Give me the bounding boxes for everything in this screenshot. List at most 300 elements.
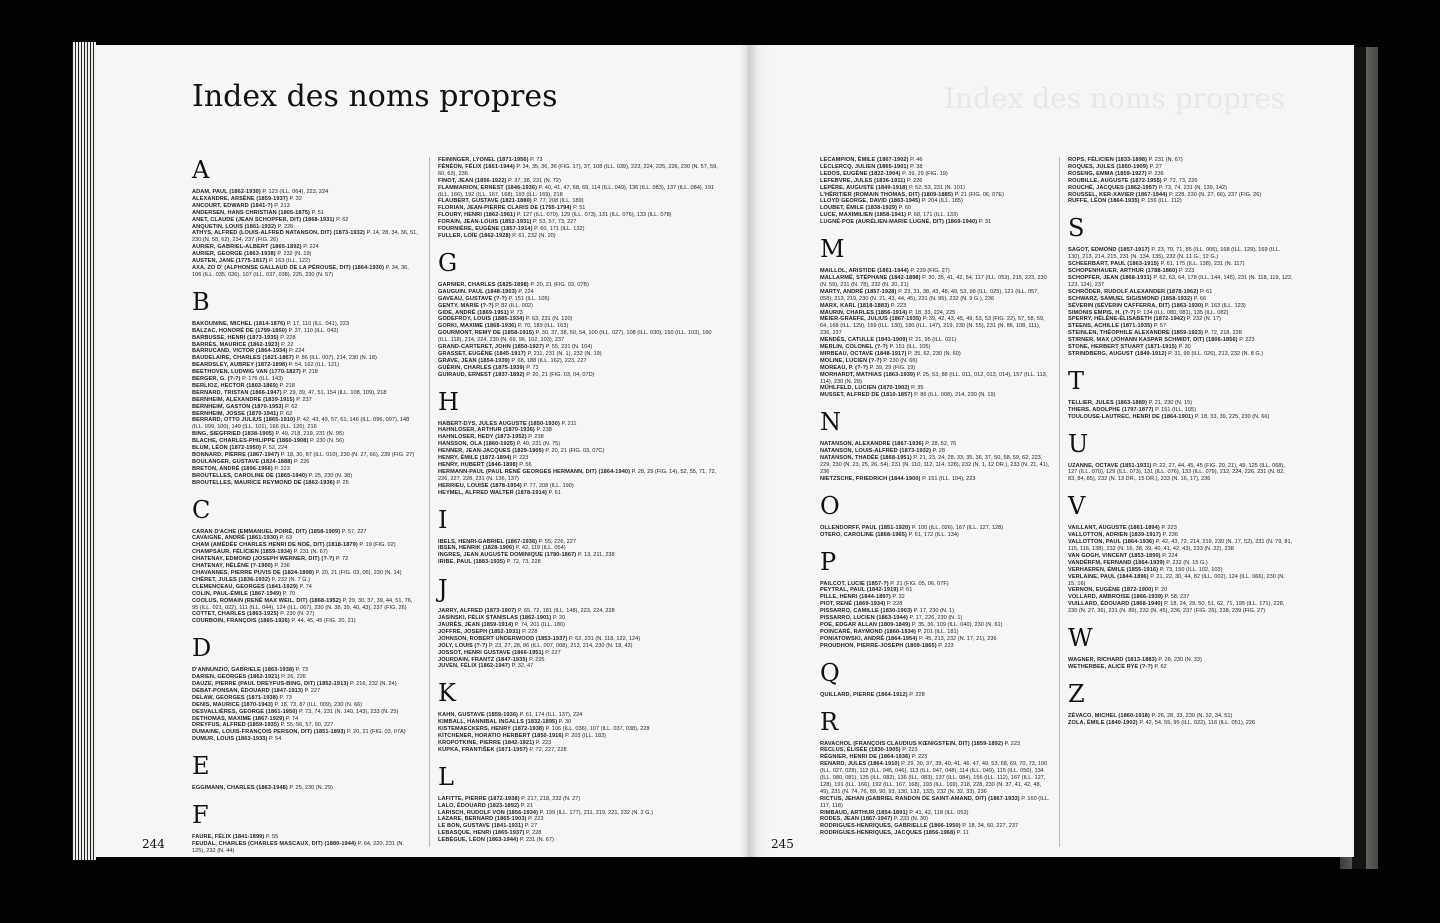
entry-name: SCHWARZ, SAMUEL SIGISMOND (1858-1932) xyxy=(1068,295,1193,302)
entry-name: OLLENDORFF, PAUL (1851-1920) xyxy=(820,524,911,531)
index-entry xyxy=(1068,351,1294,358)
entry-name: MIRBEAU, OCTAVE (1848-1917) xyxy=(820,350,907,357)
show-through-title: Index des noms propres xyxy=(944,82,1286,115)
entry-page-references: P. 17, 226, 230 (N. 1) xyxy=(909,615,963,622)
entry-page-references: P. 30, 37, 38, 50, 54, 100 (ILL. 027), 108 (ILL. 030), 150 (ILL. 103), 160 (ILL. 118), 214, 224, 230 (N. 69, 96, 102, 103), 237 xyxy=(438,330,712,344)
entry-name: DENIS, MAURICE (1870-1943) xyxy=(192,701,273,708)
entry-name: HAHNLOSER, HEDY (1873-1952) xyxy=(438,434,527,441)
entry-page-references: P. 31 xyxy=(978,219,992,226)
index-entry xyxy=(438,310,718,317)
index-entry xyxy=(1068,567,1294,574)
index-entry xyxy=(1068,275,1294,289)
entry-name: RODES, JEAN (1867-1947) xyxy=(820,816,893,823)
index-entry xyxy=(192,674,418,681)
entry-name: STRINDBERG, AUGUST (1849-1912) xyxy=(1068,350,1167,357)
entry-name: ANCOURT, EDWARD (1841-?) xyxy=(192,202,273,209)
index-entry xyxy=(1068,525,1294,532)
entry-page-references: P. 230 (N. 27) xyxy=(280,611,315,618)
index-entry xyxy=(820,310,1052,317)
entry-page-references: P. 236 xyxy=(274,563,290,570)
entry-name: LECAMPION, ÉMILE (1867-1902) xyxy=(820,157,909,163)
entry-name: LARISCH, RUDOLF VON (1856-1934) xyxy=(438,809,539,816)
entry-page-references: P. 42, 119 (ILL. 054) xyxy=(515,545,566,552)
entry-name: LLOYD GEORGE, DAVID (1863-1945) xyxy=(820,198,921,205)
entry-page-references: P. 204 (ILL. 185) xyxy=(921,198,963,205)
entry-name: HENRY, HUBERT (1846-1898) xyxy=(438,462,518,468)
entry-name: GOURMONT, REMY DE (1858-1915) xyxy=(438,330,535,337)
entry-name: MENDÈS, CATULLE (1841-1909) xyxy=(820,337,908,344)
entry-name: GODEFROY, LOUIS (1885-1934) xyxy=(438,316,525,323)
index-entry xyxy=(438,490,718,497)
section-letter: R xyxy=(820,707,839,736)
entry-page-references: P. 236 xyxy=(1162,532,1178,539)
entry-page-references: P. 18, 30, 87 (ILL. 010), 230 (N. 27, 66), 239 (FIG. 27) xyxy=(280,452,415,458)
index-entry xyxy=(820,636,1052,643)
entry-name: VERHAEREN, ÉMILE (1855-1916) xyxy=(1068,566,1159,573)
entry-name: LEPÈRE, AUGUSTE (1849-1918) xyxy=(820,184,908,191)
entry-page-references: P. 13, 211, 238 xyxy=(577,552,615,559)
index-entry xyxy=(438,282,718,289)
index-entry xyxy=(438,837,718,844)
index-entry xyxy=(438,823,718,830)
page-number-left: 244 xyxy=(142,837,165,851)
entry-page-references: P. 232 (N. 19) xyxy=(277,251,312,258)
index-entry xyxy=(438,650,718,657)
entry-page-references: P. 29, 30, 37, 39, 40, 41, 46, 47, 49, 53, 68, 69, 70, 73, 100 (ILL. 027, 028), 112 (ILL. 045, 046), 113 (ILL. 047, 048), 114 (ILL. 049), 115 (ILL. 050), 134 (ILL. 080, 081), 135 (ILL. 082), 136 (ILL. 083), 137 (ILL. 084), 156 (ILL. 112), 167 (ILL. 127, 128), 191 (ILL. 166), 192 (ILL. 167, 168), 193 (ILL. 169), 218, 228, 230 (N. 37, 41, 42, 48, 49), 231 (N. 74, 76, 89, 90, 93, 130, 132, 133), 232 (N. 32, 33), 236 xyxy=(820,761,1048,795)
entry-name: DUMUR, LOUIS (1863-1933) xyxy=(192,736,268,743)
entry-page-references: P. 30, 35, 41, 42, 54, 117 (ILL. 052), 215, 223, 230 (N. 59), 231 (N. 78), 232 (N. 20, 21) xyxy=(820,274,1047,288)
entry-page-references: P. 223 xyxy=(890,302,907,309)
entry-name: MERLIN, COLONEL (?-?) xyxy=(820,344,888,351)
index-section xyxy=(820,236,1052,399)
index-section xyxy=(1068,368,1294,421)
entry-name: JOHNSON, ROBERT UNDERWOOD (1853-1937) xyxy=(438,635,568,642)
index-entry xyxy=(192,397,418,404)
entry-name: AXA, ZO D' (ALPHONSE GALLAUD DE LA PÉROUSE, DIT) (1864-1930) xyxy=(192,264,385,271)
entry-page-references: P. 100 (ILL. 026), 167 (ILL. 127, 128) xyxy=(911,524,1004,531)
index-entry xyxy=(438,803,718,810)
index-entry xyxy=(438,372,718,379)
index-entry xyxy=(1068,664,1294,671)
entry-page-references: P. 68, 171 (ILL. 133) xyxy=(907,212,958,219)
entry-name: KROPOTKINE, PIERRE (1842-1921) xyxy=(438,739,535,746)
index-section xyxy=(438,250,718,379)
index-entry xyxy=(192,203,418,210)
entry-page-references: P. 64, 220, 231 (N. 125), 232 (N. 44) xyxy=(192,841,404,854)
entry-name: JOFFRE, JOSEPH (1852-1931) xyxy=(438,628,521,635)
entry-page-references: P. 55, 231 (N. 104) xyxy=(545,344,593,351)
entry-page-references: P. 236 xyxy=(1148,170,1164,177)
entry-page-references: P. 21 xyxy=(520,802,534,809)
index-section xyxy=(192,289,418,487)
index-entry xyxy=(820,532,1052,539)
index-entry xyxy=(192,348,418,355)
entry-name: PILLE, HENRI (1844-1897) xyxy=(820,594,891,601)
entry-page-references: P. 151 (ILL. 105) xyxy=(508,295,550,302)
entry-page-references: P. 32 xyxy=(892,594,905,601)
entry-name: KISTEMAECKERS, HENRY (1872-1938) xyxy=(438,726,545,733)
entry-page-references: P. 77, 208 (ILL. 190) xyxy=(523,482,574,489)
entry-page-references: P. 41, 42, 118 (ILL. 053) xyxy=(909,809,969,816)
entry-name: MALLARMÉ, STÉPHANE (1842-1898) xyxy=(820,274,921,281)
entry-name: AURIER, GEORGE (1863-1938) xyxy=(192,251,276,258)
index-entry xyxy=(820,629,1052,636)
entry-page-references: P. 42, 54, 55, 95 (ILL. 022), 116 (ILL. 051), 226 xyxy=(1139,719,1256,726)
entry-page-references: P. 160 (ILL. 117, 118) xyxy=(820,795,1050,809)
index-entry xyxy=(192,716,418,723)
section-letter: T xyxy=(1068,366,1085,395)
entry-page-references: P. 63 xyxy=(279,535,293,542)
entry-page-references: P. 223 xyxy=(528,816,544,823)
entry-page-references: P. 32, 47 xyxy=(511,663,534,670)
entry-page-references: P. 37, 38, 231 (N. 72) xyxy=(508,177,561,184)
entry-page-references: P. 74 xyxy=(299,583,312,590)
entry-name: HERMANN-PAUL (PAUL RENÉ GEORGES HERMANN, DIT) (1864-1940) xyxy=(438,468,631,475)
entry-name: MARTY, ANDRÉ (1857-1928) xyxy=(820,288,897,295)
entry-name: CLEMENCEAU, GEORGES (1841-1929) xyxy=(192,583,298,590)
entry-page-references: P. 238 xyxy=(536,427,552,434)
entry-name: BROUTELLES, CAROLINE DE (1865-1940) xyxy=(192,472,308,479)
entry-name: THIERS, ADOLPHE (1797-1877) xyxy=(1068,406,1154,413)
entry-name: VOLLARD, AMBROISE (1866-1939) xyxy=(1068,594,1164,601)
entry-name: JARRY, ALFRED (1873-1907) xyxy=(438,608,517,615)
entry-name: RÉGNIER, HENRI DE (1864-1936) xyxy=(820,754,911,761)
index-entry xyxy=(438,178,718,185)
entry-name: SCHOPFER, JEAN (1868-1931) xyxy=(1068,274,1152,281)
entry-page-references: P. 23, 70, 71, 85 (ILL. 006), 168 (ILL. 129), 169 (ILL. 130), 213, 214, 215, 231 (N. 134, 135), 232 (N. 11 G., 12 G.) xyxy=(1068,247,1281,261)
entry-name: BAKOUNINE, MICHEL (1814-1876) xyxy=(192,320,286,327)
entry-page-references: P. 73 xyxy=(510,309,523,316)
index-entry xyxy=(820,275,1052,289)
entry-page-references: P. 72, 73, 226 xyxy=(1163,177,1198,184)
section-letter: F xyxy=(192,801,209,830)
entry-page-references: P. 28 xyxy=(932,448,945,455)
entry-name: BERGER, G. (?-?) xyxy=(192,376,241,383)
entry-page-references: P. 70, 189 (ILL. 163) xyxy=(517,323,569,330)
index-entry xyxy=(438,330,718,344)
entry-name: JASINSKI, FÉLIX STANISLAS (1862-1901) xyxy=(438,615,552,622)
index-entry xyxy=(1068,303,1294,310)
entry-name: FLAMMARION, ERNEST (1846-1936) xyxy=(438,184,538,191)
index-entry xyxy=(192,355,418,362)
entry-page-references: P. 228 xyxy=(280,334,296,341)
entry-name: RENARD, JULES (1864-1910) xyxy=(820,761,900,768)
entry-page-references: P. 232 (N. 7 G.) xyxy=(271,576,311,583)
index-entry xyxy=(192,584,418,591)
index-entry xyxy=(192,591,418,598)
index-entry xyxy=(1068,289,1294,296)
index-entry xyxy=(1068,337,1294,344)
index-entry xyxy=(820,157,1052,164)
entry-page-references: P. 28, 230 (N. 33) xyxy=(1158,657,1202,664)
index-entry xyxy=(1068,407,1294,414)
index-entry xyxy=(820,823,1052,830)
section-letter: U xyxy=(1068,429,1089,458)
entry-page-references: P. 151 (ILL. 105) xyxy=(1155,406,1197,413)
entry-page-references: P. 106 (ILL. 036), 107 (ILL. 037, 038), 228 xyxy=(545,726,650,733)
entry-name: GRASSET, EUGÈNE (1845-1917) xyxy=(438,350,526,357)
entry-name: LOUBET, ÉMILE (1838-1929) xyxy=(820,205,898,212)
index-entry xyxy=(438,559,718,566)
index-entry xyxy=(192,342,418,349)
index-entry xyxy=(192,404,418,411)
entry-name: FEININGER, LYONEL (1871-1956) xyxy=(438,157,529,163)
index-entry xyxy=(820,816,1052,823)
index-entry xyxy=(820,365,1052,372)
entry-page-references: P. 163 (ILL. 122) xyxy=(269,258,310,265)
entry-name: BOULANGER, GUSTAVE (1824-1888) xyxy=(192,458,293,465)
entry-page-references: P. 20 xyxy=(1154,587,1168,594)
entry-name: VAILLANT, AUGUSTE (1861-1894) xyxy=(1068,525,1160,532)
index-entry xyxy=(192,466,418,473)
index-entry xyxy=(820,164,1052,171)
index-entry xyxy=(1068,247,1294,261)
index-entry xyxy=(438,462,718,469)
entry-name: JUVEN, FÉLIX (1862-1947) xyxy=(438,663,511,670)
index-entry xyxy=(820,441,1052,448)
book-gutter xyxy=(740,45,758,857)
section-letter: W xyxy=(1068,624,1093,653)
entry-page-references: P. 226 xyxy=(906,177,923,184)
entry-name: LAZARE, BERNARD (1865-1903) xyxy=(438,816,527,823)
entry-name: DEBAT-PONSAN, ÉDOUARD (1847-1913) xyxy=(192,687,304,694)
entry-page-references: P. 20, 21 (FIG. 03, 04, 07D) xyxy=(526,371,595,378)
entry-page-references: P. 39, 29 (FIG. 19) xyxy=(902,170,948,177)
index-entry xyxy=(1068,171,1294,178)
index-entry xyxy=(438,636,718,643)
index-entry xyxy=(438,539,718,546)
index-entry xyxy=(192,598,418,612)
entry-page-references: P. 227 xyxy=(545,649,561,656)
entry-name: CHAVANNES, PIERRE PUVIS DE (1824-1898) xyxy=(192,569,315,576)
entry-page-references: P. 211 xyxy=(561,420,577,427)
index-section xyxy=(438,157,718,240)
section-letter: K xyxy=(438,679,456,708)
entry-page-references: P. 223 xyxy=(512,455,529,462)
entry-name: PONIATOWSKI, ANDRÉ (1864-1954) xyxy=(820,635,918,642)
index-entry xyxy=(1068,414,1294,421)
entry-page-references: P. 18, 34, 60, 227, 237 xyxy=(962,823,1019,830)
index-entry xyxy=(820,796,1052,810)
index-entry xyxy=(192,196,418,203)
entry-name: ZÉVACO, MICHEL (1860-1918) xyxy=(1068,712,1150,719)
entry-name: RODRIGUES-HENRIQUES, GABRIELLE (1866-1950) xyxy=(820,823,961,830)
index-entry xyxy=(438,615,718,622)
index-entry xyxy=(438,185,718,199)
entry-page-references: P. 73, 74, 231 (N. 140, 143), 233 (N. 25) xyxy=(298,708,399,715)
entry-name: SÉVERIN (SÉVERIN CAFFERRA, DIT) (1863-1930) xyxy=(1068,302,1204,309)
entry-name: RAVACHOL (FRANÇOIS CLAUDIUS KŒNIGSTEIN, DIT) (1859-1892) xyxy=(820,740,1004,747)
entry-page-references: P. 34, 36, 106 (ILL. 035, 036), 107 (ILL. 037, 038), 225, 230 (N. 57) xyxy=(192,264,409,278)
entry-name: HABERT-DYS, JULES AUGUSTE (1850-1930) xyxy=(438,420,560,427)
index-entry xyxy=(438,643,718,650)
entry-name: PAILCOT, LUCIE (1857-?) xyxy=(820,580,889,587)
entry-page-references: P. 127 (ILL. 070), 129 (ILL. 073), 131 (ILL. 076), 133 (ILL. 078) xyxy=(516,212,672,219)
entry-page-references: P. 228 xyxy=(525,830,542,837)
entry-name: ANET, CLAUDE (JEAN SCHOPFER, DIT) (1868-1931) xyxy=(192,216,335,223)
index-entry xyxy=(820,581,1052,588)
index-entry xyxy=(192,224,418,231)
section-letter: O xyxy=(820,491,840,520)
entry-page-references: P. 51 xyxy=(311,209,324,216)
section-letter: M xyxy=(820,235,845,264)
entry-page-references: P. 25, 53, 88 (ILL. 011, 012, 013, 014), 157 (ILL. 113, 114), 230 (N. 29) xyxy=(820,371,1048,385)
entry-name: LECLERCQ, JULIEN (1865-1901) xyxy=(820,163,909,170)
section-letter: J xyxy=(438,575,448,604)
entry-page-references: P. 73, 74, 231 (N. 139, 142) xyxy=(1158,184,1227,191)
entry-page-references: P. 26, 28, 33, 230 (N. 32, 34, 51) xyxy=(1151,712,1233,719)
entry-page-references: P. 29, 39, 47, 51, 154 (ILL. 108, 109), 218 xyxy=(283,389,387,396)
entry-name: VUILLARD, ÉDOUARD (1868-1940) xyxy=(1068,601,1163,608)
entry-page-references: P. 72, 73, 228 xyxy=(506,559,541,566)
entry-name: JOLY, LOUIS (?-?) xyxy=(438,642,488,649)
entry-page-references: P. 21 (FIG. 06, 07E) xyxy=(954,191,1004,198)
entry-name: FEUDAL, CHARLES (CHARLES MASCAUX, DIT) (1880-1944) xyxy=(192,841,357,847)
entry-page-references: P. 21 (FIG. 05, 06, 07F) xyxy=(890,580,949,587)
entry-name: CARAN D'ACHE (EMMANUEL POIRÉ, DIT) (1858-1909) xyxy=(192,528,341,535)
index-entry xyxy=(438,427,718,434)
entry-name: STONE, HERBERT STUART (1871-1915) xyxy=(1068,344,1177,351)
entry-page-references: P. 54, 162 (ILL. 121) xyxy=(288,362,340,369)
section-letter: Z xyxy=(1068,679,1085,708)
entry-name: BERRARD, OTTO JULIUS (1865-1910) xyxy=(192,417,296,424)
section-letter: S xyxy=(1068,214,1085,243)
entry-name: KITCHENER, HORATIO HERBERT (1850-1916) xyxy=(438,733,564,740)
index-entry xyxy=(820,476,1052,483)
entry-name: POE, EDGAR ALLAN (1809-1849) xyxy=(820,621,911,628)
index-entry xyxy=(192,618,418,625)
index-entry xyxy=(192,362,418,369)
entry-name: RUFFE, LÉON (1864-1935) xyxy=(1068,198,1140,205)
index-entry xyxy=(438,164,718,178)
index-section xyxy=(1068,493,1294,615)
index-entry xyxy=(1068,532,1294,539)
entry-name: CAVAIGNE, ANDRÉ (1861-1930) xyxy=(192,535,279,542)
entry-name: ROPS, FÉLICIEN (1833-1898) xyxy=(1068,157,1148,163)
index-entry xyxy=(820,178,1052,185)
index-entry xyxy=(438,483,718,490)
entry-name: SCHOPENHAUER, ARTHUR (1788-1860) xyxy=(1068,268,1178,275)
entry-name: NATANSON, ALEXANDRE (1867-1936) xyxy=(820,441,924,448)
index-section xyxy=(1068,681,1294,727)
entry-page-references: P. 53, 57, 73, 227 xyxy=(533,219,577,226)
index-entry xyxy=(1068,185,1294,192)
entry-page-references: P. 54 xyxy=(269,736,282,743)
index-entry xyxy=(192,834,418,841)
index-entry xyxy=(1068,198,1294,205)
entry-name: BERLIOZ, HECTOR (1803-1869) xyxy=(192,382,278,389)
index-entry xyxy=(192,335,418,342)
index-entry xyxy=(192,736,418,743)
entry-name: GRAND-CARTERET, JOHN (1850-1927) xyxy=(438,344,545,351)
index-column-3 xyxy=(820,157,1052,847)
entry-name: MÜHLFELD, LUCIEN (1870-1902) xyxy=(820,385,910,392)
index-entry xyxy=(192,611,418,618)
index-section xyxy=(1068,431,1294,484)
entry-name: DREYFUS, ALFRED (1859-1935) xyxy=(192,722,280,729)
entry-page-references: P. 22, 27, 44, 45, 45 (FIG. 20, 21), 49, 125 (ILL. 068), 127 (ILL. 070), 129 (ILL. 073), 131 (ILL. 076), 133 (ILL. 079), 212, 224, 226, 231 (N. 82, 83, 84, 85), 232 (N. 13 DR., 15 DR.), 233 (N. 16, 17), 236 xyxy=(1068,462,1285,483)
section-letter: E xyxy=(192,752,210,781)
index-section xyxy=(1068,157,1294,205)
index-entry xyxy=(820,587,1052,594)
index-entry xyxy=(192,328,418,335)
section-letter: G xyxy=(438,248,458,277)
index-entry xyxy=(820,358,1052,365)
index-entry xyxy=(192,265,418,279)
entry-page-references: P. 20, 21 (FIG. 03, 07B) xyxy=(530,281,590,288)
index-column-4 xyxy=(1059,157,1294,847)
index-entry xyxy=(1068,574,1294,588)
index-entry xyxy=(438,233,718,240)
index-entry xyxy=(192,549,418,556)
index-entry xyxy=(820,344,1052,351)
entry-page-references: P. 216, 232 (N. 24) xyxy=(350,681,397,688)
entry-name: ROSENG, EMMA (1859-1927) xyxy=(1068,170,1147,177)
index-entry xyxy=(438,663,718,670)
index-entry xyxy=(438,421,718,428)
entry-page-references: P. 73 xyxy=(526,364,539,371)
entry-name: BARRUCAND, VICTOR (1864-1934) xyxy=(192,348,288,355)
entry-page-references: P. 218 xyxy=(279,382,295,389)
index-section xyxy=(192,497,418,626)
index-entry xyxy=(192,369,418,376)
index-entry xyxy=(192,321,418,328)
index-entry xyxy=(820,692,1052,699)
section-letter: N xyxy=(820,408,841,437)
index-entry xyxy=(192,722,418,729)
index-entry xyxy=(1068,463,1294,484)
entry-name: BARBUSSE, HENRI (1873-1935) xyxy=(192,334,279,341)
entry-name: LEDOS, EUGÈNE (1822-1904) xyxy=(820,170,901,177)
entry-name: CHAMPSAUR, FÉLICIEN (1859-1934) xyxy=(192,549,293,556)
entry-page-references: P. 61 xyxy=(1199,288,1213,295)
entry-name: VANDÉRFM, FERNAND (1864-1939) xyxy=(1068,559,1165,566)
index-entry xyxy=(820,608,1052,615)
index-entry xyxy=(820,525,1052,532)
index-entry xyxy=(192,563,418,570)
entry-page-references: P. 77, 208 (ILL. 189) xyxy=(533,198,584,205)
entry-page-references: P. 58, 237 xyxy=(1164,594,1190,601)
index-entry xyxy=(438,740,718,747)
entry-name: BERNHEIM, JOSSE (1870-1941) xyxy=(192,410,279,417)
entry-name: INGRES, JEAN AUGUSTE DOMINIQUE (1780-1867) xyxy=(438,552,577,559)
entry-page-references: P. 61, 175 (ILL. 138), 231 (N. 117) xyxy=(1160,261,1245,268)
index-entry xyxy=(820,810,1052,817)
index-entry xyxy=(192,785,418,792)
entry-name: JOURDAIN, FRANTZ (1847-1935) xyxy=(438,656,528,663)
entry-page-references: P. 228, 230 (N. 27, 66), 237 (FIG. 26) xyxy=(1168,191,1262,198)
entry-name: POINCARÉ, RAYMOND (1860-1934) xyxy=(820,628,916,635)
section-letter: Q xyxy=(820,658,840,687)
entry-page-references: P. 20, 21 (FIG. 03, 05), 230 (N. 14) xyxy=(315,569,402,576)
entry-name: GRAVE, JEAN (1854-1939) xyxy=(438,357,510,364)
entry-page-references: P. 25, 230 (N. 38) xyxy=(308,472,353,479)
index-section xyxy=(820,493,1052,539)
index-entry xyxy=(192,390,418,397)
entry-page-references: P. 218 xyxy=(302,369,318,376)
entry-name: NATANSON, THADÉE (1868-1951) xyxy=(820,455,912,462)
entry-name: BERNARD, TRISTAN (1866-1947) xyxy=(192,389,282,396)
entry-name: IRIBE, PAUL (1883-1935) xyxy=(438,559,506,566)
entry-page-references: P. 25 xyxy=(336,479,349,486)
entry-page-references: P. 63, 231 (N. 120) xyxy=(525,316,573,323)
entry-name: BEETHOVEN, LUDWIG VAN (1770-1827) xyxy=(192,369,301,376)
index-entry xyxy=(192,688,418,695)
entry-page-references: P. 226 xyxy=(293,458,310,465)
index-entry xyxy=(438,316,718,323)
index-section xyxy=(820,709,1052,838)
entry-page-references: P. 123 (ILL. 064), 223, 224 xyxy=(262,189,329,195)
